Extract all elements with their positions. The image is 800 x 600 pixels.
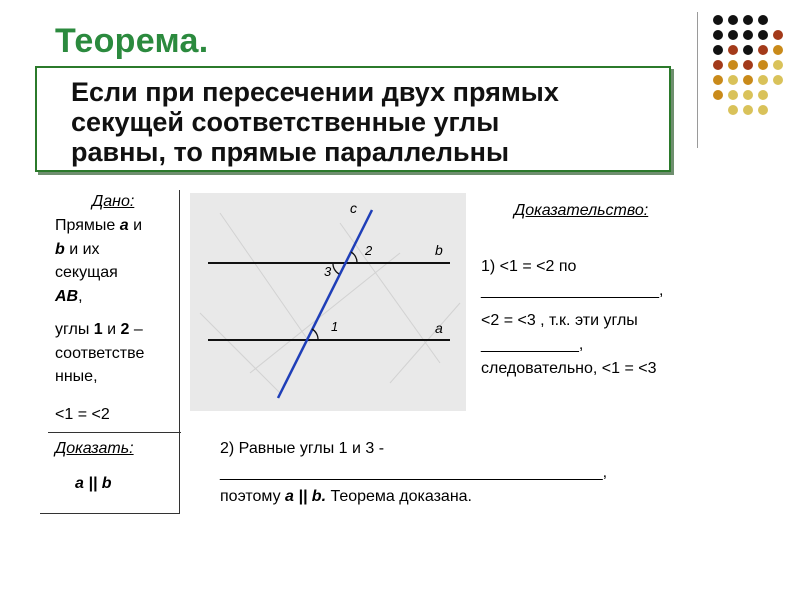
figure-background	[190, 193, 466, 411]
angle-3-label: 3	[324, 264, 332, 279]
proof-heading: Доказательство:	[514, 202, 649, 219]
decorative-dot	[743, 105, 753, 115]
given-text: <1 = <2	[55, 405, 110, 423]
decorative-dot	[728, 90, 738, 100]
step2-text: Теорема доказана.	[326, 488, 472, 505]
given-var: 1	[93, 321, 103, 338]
decorative-dot	[758, 15, 768, 25]
step2-line: 2) Равные углы 1 и 3 -	[220, 440, 385, 457]
given-var: AB	[55, 287, 79, 305]
decorative-dot	[743, 75, 753, 85]
proof-body	[481, 255, 781, 381]
decorative-dot	[743, 60, 753, 70]
decorative-dot	[713, 45, 723, 55]
step2-conclusion: a || b.	[285, 488, 327, 505]
theorem-line: Если при пересечении двух прямых	[71, 77, 559, 107]
theorem-line: секущей соответственные углы	[71, 107, 500, 137]
given-text: и	[128, 217, 143, 234]
label-a: a	[435, 320, 443, 336]
decorative-dot	[728, 30, 738, 40]
decorative-dot	[743, 90, 753, 100]
given-var: 2	[120, 321, 130, 338]
given-body	[55, 214, 179, 426]
proof-line: следовательно, <1 = <3	[481, 360, 657, 377]
decorative-dot	[743, 15, 753, 25]
given-text: нные,	[55, 368, 98, 385]
prove-statement	[75, 475, 112, 493]
label-b: b	[435, 242, 443, 258]
given-text: ,	[78, 287, 83, 305]
decorative-dot	[758, 105, 768, 115]
decorative-dot	[773, 75, 783, 85]
given-text: –	[129, 321, 143, 338]
given-separator	[48, 432, 181, 433]
given-heading: Дано:	[92, 193, 135, 210]
angle-2-label: 2	[365, 243, 373, 258]
decorative-dot	[713, 90, 723, 100]
proof-line: <2 = <3 , т.к. эти углы	[481, 312, 638, 329]
decorative-dot	[758, 45, 768, 55]
slide-title: Теорема.	[55, 22, 209, 60]
parallel-lines-figure	[190, 193, 466, 411]
step2-line	[220, 485, 720, 509]
given-text: Прямые	[55, 217, 120, 234]
proof-blank: ___________,	[481, 336, 584, 353]
decorative-dot	[758, 30, 768, 40]
decorative-dot	[728, 60, 738, 70]
decorative-dot	[713, 15, 723, 25]
step2-blank: ___________________________________________,	[220, 464, 608, 481]
proof-blank: ____________________,	[481, 282, 664, 299]
decorative-dot	[728, 75, 738, 85]
proof-step-2	[220, 437, 720, 509]
angle-1-label: 1	[331, 319, 339, 334]
decorative-dot	[773, 45, 783, 55]
theorem-statement	[71, 77, 661, 167]
given-var: b	[55, 240, 65, 258]
decorative-dot	[743, 30, 753, 40]
decorative-dot	[773, 30, 783, 40]
given-var: a	[119, 217, 129, 234]
given-text: секущая	[55, 264, 118, 281]
decorative-dot	[728, 15, 738, 25]
decorative-dot	[758, 75, 768, 85]
decorative-dot	[728, 45, 738, 55]
given-text: соответстве	[55, 344, 145, 362]
decorative-dot	[758, 90, 768, 100]
step2-text: поэтому	[220, 488, 286, 505]
theorem-line: равны, то прямые параллельны	[71, 137, 509, 167]
prove-statement-text: a || b	[75, 475, 112, 492]
given-text: и их	[64, 240, 100, 258]
decorative-dot	[773, 60, 783, 70]
label-c: c	[350, 200, 357, 216]
decorative-dot	[758, 60, 768, 70]
given-text: и	[102, 321, 121, 338]
decorative-dot	[743, 45, 753, 55]
decorative-dots-icon	[712, 14, 792, 134]
given-text: углы	[55, 321, 94, 338]
prove-heading: Доказать:	[55, 440, 134, 457]
decorative-dot	[713, 60, 723, 70]
decorative-dot	[713, 75, 723, 85]
proof-line: 1) <1 = <2 по	[481, 258, 577, 275]
decorative-dot	[713, 30, 723, 40]
decorative-dot	[728, 105, 738, 115]
decorative-divider	[697, 12, 698, 148]
